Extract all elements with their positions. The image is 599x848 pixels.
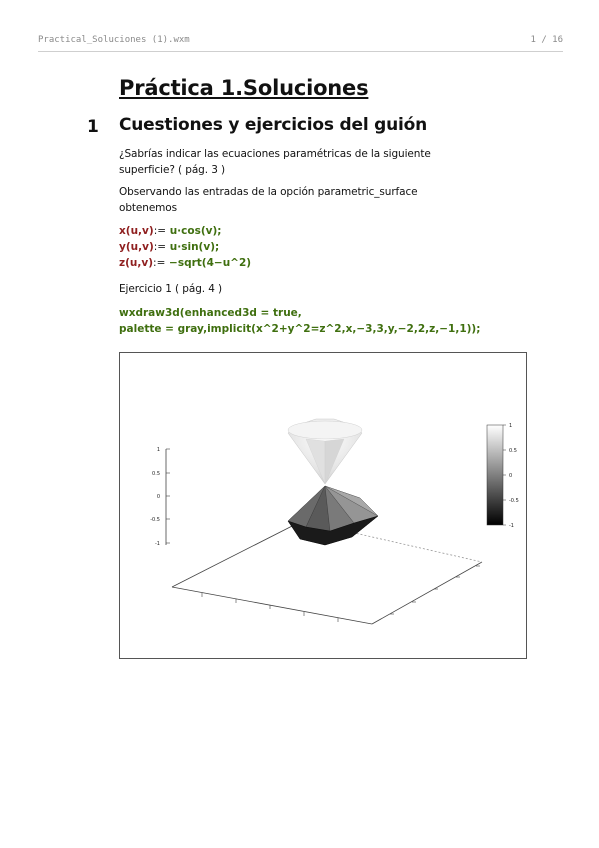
observation-text-line-2: obtenemos <box>119 202 178 214</box>
page-number: 1 / 16 <box>530 35 563 45</box>
code-line-2: palette = gray,implicit(x^2+y^2=z^2,x,−3,3,y,−2,2,z,−1,1)); <box>119 323 481 335</box>
upper-cone-surface <box>288 419 362 484</box>
section-title: Cuestiones y ejercicios del guión <box>119 115 428 135</box>
colorbar-tick-label: 0 <box>509 473 513 479</box>
base-axis-ticks <box>202 566 480 622</box>
colorbar-tick-label: 0.5 <box>509 448 517 454</box>
lower-cone-surface <box>288 486 378 545</box>
equation-y: y(u,v):= u·sin(v); <box>119 241 220 253</box>
z-tick-label: -1 <box>155 541 160 547</box>
colorbar-tick-label: -1 <box>509 523 514 529</box>
colorbar-tick-label: -0.5 <box>509 498 519 504</box>
question-text-line-2: superficie? ( pág. 3 ) <box>119 164 226 176</box>
exercise-label: Ejercicio 1 ( pág. 4 ) <box>119 283 223 295</box>
z-tick-label: 1 <box>156 447 160 453</box>
file-name: Practical_Soluciones (1).wxm <box>38 35 190 45</box>
colorbar <box>487 425 503 525</box>
colorbar-tick-label: 1 <box>509 423 513 429</box>
observation-text-line-1: Observando las entradas de la opción parametric_surface <box>119 186 418 198</box>
z-tick-label: 0 <box>156 494 160 500</box>
z-tick-label: -0.5 <box>150 517 160 523</box>
header-divider <box>38 51 563 52</box>
equation-z: z(u,v):= −sqrt(4−u^2) <box>119 257 252 269</box>
code-line-1: wxdraw3d(enhanced3d = true, <box>119 307 302 319</box>
section-number: 1 <box>87 117 99 137</box>
equation-x: x(u,v):= u·cos(v); <box>119 225 222 237</box>
plot-3d-frame <box>119 352 527 659</box>
plot-3d <box>120 353 526 658</box>
document-title: Práctica 1.Soluciones <box>119 76 369 100</box>
page-header <box>38 35 563 49</box>
z-tick-label: 0.5 <box>152 471 160 477</box>
question-text-line-1: ¿Sabrías indicar las ecuaciones paramétricas de la siguiente <box>119 148 431 160</box>
